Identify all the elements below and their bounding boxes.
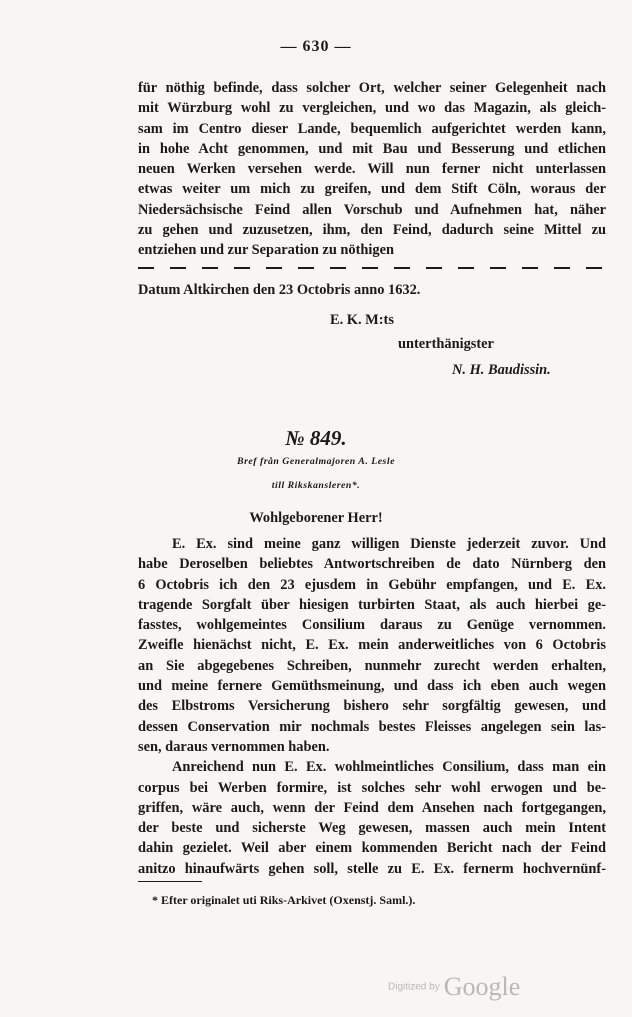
text-line: fasstes, wohlgemeintes Consilium daraus zu Genüge vernommen. — [138, 617, 606, 634]
closing-formula: unterthänigster — [398, 336, 494, 352]
page-number: — 630 — — [280, 38, 352, 55]
text-line: neuen Werken versehen werde. Will nun ferner nicht unterlassen — [138, 161, 606, 178]
text-line: Zweifle hienächst nicht, E. Ex. mein anderweitliches von 6 Octobris — [138, 637, 606, 654]
omission-dashes — [138, 262, 606, 274]
signature: N. H. Baudissin. — [452, 362, 551, 378]
text-line: mit Würzburg wohl zu vergleichen, und wo das Magazin, als gleich- — [138, 100, 606, 117]
text-line: tragende Sorgfalt über hiesigen turbirten Staat, als auch hierbei ge- — [138, 596, 606, 613]
text-line: etwas weiter um mich zu greifen, und dem Stift Cöln, woraus der — [138, 181, 606, 198]
text-line: für nöthig befinde, dass solcher Ort, welcher seiner Gelegenheit nach — [138, 80, 606, 96]
footnote-rule — [138, 881, 202, 882]
text-line: E. Ex. sind meine ganz willigen Dienste jederzeit zuvor. Und — [172, 536, 606, 552]
text-line: sam im Centro dieser Lande, bequemlich aufgerichtet werden kann, — [138, 120, 606, 137]
document-heading: till Rikskansleren*. — [271, 480, 361, 491]
text-line: anitzo hinaufwärts gehen soll, stelle zu E. Ex. fernerm hochvernünf- — [138, 860, 606, 877]
text-line: zu gehen und zuzusetzen, ihm, den Feind, dadurch seine Mittel zu — [138, 222, 606, 239]
digitized-prefix: Digitized by — [388, 981, 440, 993]
text-line: und meine fernere Gemüthsmeinung, und dass ich eben auch wegen — [138, 678, 606, 695]
text-line: an Sie abgegebenes Schreiben, nunmehr zurecht werden erhalten, — [138, 657, 606, 674]
text-line: Anreichend nun E. Ex. wohlmeintliches Consilium, dass man ein — [172, 759, 606, 776]
digitized-watermark — [388, 972, 520, 1002]
second-letter-text — [138, 534, 606, 879]
text-line: des Elbstroms Versicherung bishero sehr sorgfältig gewesen, und — [138, 698, 606, 715]
footnote: * Efter originalet uti Riks-Arkivet (Oxenstj. Saml.). — [152, 893, 416, 907]
text-line: Niedersächsische Feind allen Vorschub und Aufnehmen hat, näher — [138, 201, 606, 218]
text-line: dessen Conservation mir nochmals bestes Fleisses angelegen sein las- — [138, 718, 606, 735]
text-line: in hohe Acht genommen, und mit Bau und Besserung und etlichen — [138, 140, 606, 157]
text-line: dahin gezielet. Weil aber einem kommenden Bericht nach der Feind — [138, 840, 606, 857]
closing-address: E. K. M:ts — [330, 312, 394, 328]
text-line: entziehen und zur Separation zu nöthigen — [138, 242, 394, 259]
text-line: griffen, wäre auch, wenn der Feind dem Ansehen nach fortgegangen, — [138, 799, 606, 816]
text-line: habe Deroselben beliebtes Antwortschreiben de dato Nürnberg den — [138, 556, 606, 573]
dateline: Datum Altkirchen den 23 Octobris anno 1632. — [138, 282, 421, 298]
text-line: der beste und sicherste Weg gewesen, massen auch mein Intent — [138, 820, 606, 837]
salutation: Wohlgeborener Herr! — [249, 510, 383, 526]
text-line: corpus bei Werben formire, ist solches sehr wohl erwogen und be- — [138, 779, 606, 796]
document-number: № 849. — [285, 426, 347, 450]
google-logo: Google — [443, 972, 521, 1001]
document-heading: Bref från Generalmajoren A. Lesle — [237, 456, 395, 467]
first-letter-text — [138, 78, 606, 261]
text-line: 6 Octobris ich den 23 ejusdem in Gebühr empfangen, und E. Ex. — [138, 576, 606, 593]
text-line: sen, daraus vernommen haben. — [138, 738, 330, 755]
